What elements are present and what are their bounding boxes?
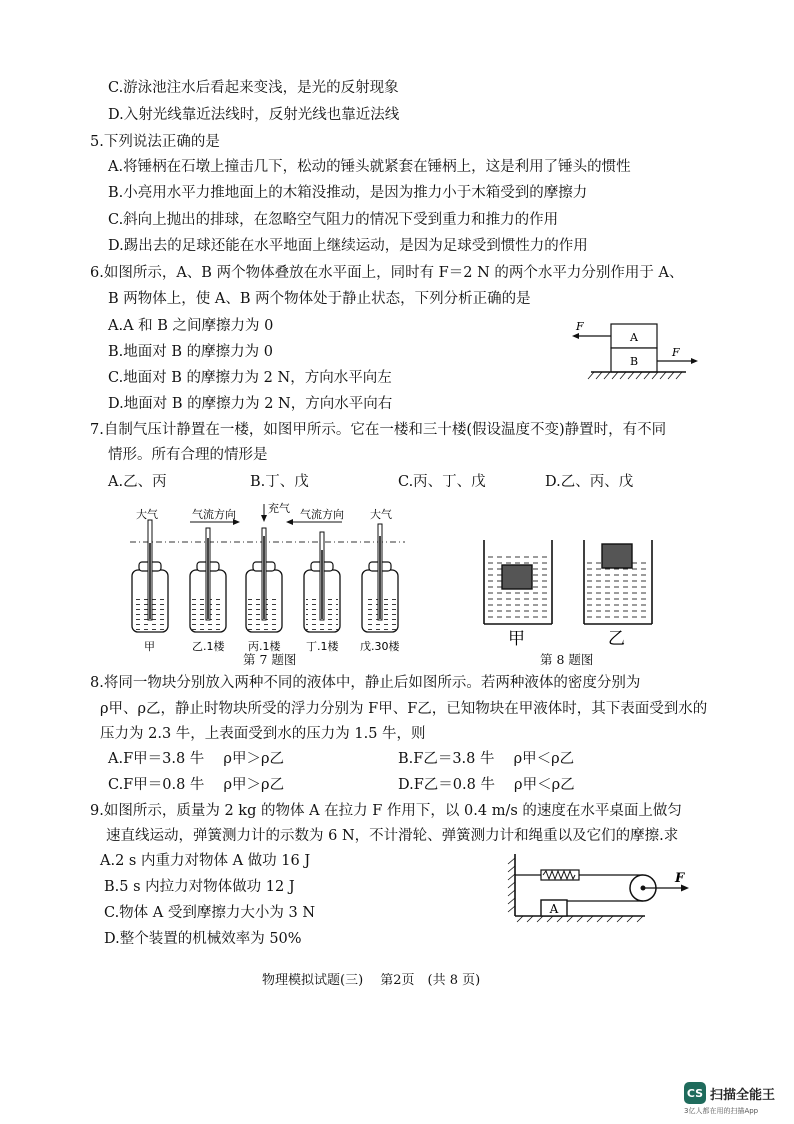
force-right-label: F <box>672 346 680 359</box>
q6-stem-line1: 6.如图所示，A、B 两个物体叠放在水平面上，同时有 F＝2 N 的两个水平力分别作用于 A、 <box>90 265 684 281</box>
inflate-arrowhead <box>261 515 267 522</box>
q5-option-b: B.小亮用水平力推地面上的木箱没推动，是因为推力小于木箱受到的摩擦力 <box>108 185 588 201</box>
beaker-yi-label: 乙 <box>608 629 625 649</box>
q6-figure <box>566 316 706 388</box>
force-left-arrowhead <box>572 333 579 339</box>
q6-option-c: C.地面对 B 的摩擦力为 2 N，方向水平向左 <box>108 370 392 386</box>
q9-stem-line1: 9.如图所示，质量为 2 kg 的物体 A 在拉力 F 作用下，以 0.4 m/s 的速度在水平桌面上做匀 <box>90 803 682 819</box>
q8-option-a: A.F甲＝3.8 牛 ρ甲＞ρ乙 <box>108 751 284 767</box>
scanner-watermark <box>684 1082 775 1104</box>
q8-stem-line3: 压力为 2.3 牛，上表面受到水的压力为 1.5 牛，则 <box>100 726 426 742</box>
q7-stem-line2: 情形。所有合理的情形是 <box>108 447 268 463</box>
beaker-jia <box>484 540 552 624</box>
barometer-jar-bing <box>246 528 282 632</box>
label-wu-30f: 戊.30楼 <box>360 640 400 653</box>
q6-option-d: D.地面对 B 的摩擦力为 2 N，方向水平向右 <box>108 396 393 412</box>
scanner-tagline: 3亿人都在用的扫描App <box>684 1107 759 1115</box>
wall-hatch <box>508 858 515 912</box>
label-ding-1f: 丁.1楼 <box>306 640 339 653</box>
q4-option-d: D.入射光线靠近法线时，反射光线也靠近法线 <box>108 107 400 123</box>
q7-stem-line1: 7.自制气压计静置在一楼，如图甲所示。它在一楼和三十楼(假设温度不变)静置时，有不同 <box>90 422 667 438</box>
label-inflate: 充气 <box>268 502 290 515</box>
block-in-yi <box>602 544 632 568</box>
force-left-label: F <box>576 320 584 333</box>
barometer-jar-yi <box>190 528 226 632</box>
q5-stem: 5.下列说法正确的是 <box>90 134 220 150</box>
scanner-app-name: 扫描全能王 <box>710 1087 776 1103</box>
block-a-label: A <box>549 902 559 916</box>
q8-figure <box>470 530 670 650</box>
q5-option-c: C.斜向上抛出的排球，在忽略空气阻力的情况下受到重力和推力的作用 <box>108 212 559 228</box>
block-b-label: B <box>629 355 639 368</box>
label-jia: 甲 <box>144 640 155 653</box>
fig8-caption: 第 8 题图 <box>540 652 594 667</box>
beaker-jia-label: 甲 <box>508 629 525 649</box>
barometer-jar-jia <box>132 520 168 632</box>
q6-option-a: A.A 和 B 之间摩擦力为 0 <box>108 318 274 334</box>
beaker-yi <box>584 540 652 624</box>
q9-option-c: C.物体 A 受到摩擦力大小为 3 N <box>104 905 316 921</box>
q7-option-d: D.乙、丙、戊 <box>545 474 634 490</box>
fig7-caption: 第 7 题图 <box>243 652 297 667</box>
q7-option-a: A.乙、丙 <box>108 474 167 490</box>
block-a-label: A <box>630 331 638 344</box>
q6-option-b: B.地面对 B 的摩擦力为 0 <box>108 344 273 360</box>
q7-figure <box>120 502 410 662</box>
q7-option-b: B.丁、戊 <box>250 474 309 490</box>
block-in-jia <box>502 565 532 589</box>
q8-stem-line1: 8.将同一物块分别放入两种不同的液体中，静止后如图所示。若两种液体的密度分别为 <box>90 675 641 691</box>
q4-option-c: C.游泳池注水后看起来变浅，是光的反射现象 <box>108 80 399 96</box>
force-right-arrowhead <box>691 358 698 364</box>
label-yi-1f: 乙.1楼 <box>192 640 225 653</box>
label-bing-1f: 丙.1楼 <box>248 640 281 653</box>
label-atmosphere-left: 大气 <box>136 508 158 521</box>
q9-option-a: A.2 s 内重力对物体 A 做功 16 J <box>100 853 311 869</box>
camscanner-logo-icon: CS <box>684 1082 706 1104</box>
q8-option-d: D.F乙＝0.8 牛 ρ甲＜ρ乙 <box>398 777 575 793</box>
q9-option-b: B.5 s 内拉力对物体做功 12 J <box>104 879 295 895</box>
airflow-arrowhead-left <box>286 519 293 525</box>
barometer-jar-ding <box>304 532 340 632</box>
q6-stem-line2: B 两物体上，使 A、B 两个物体处于静止状态，下列分析正确的是 <box>108 291 531 307</box>
label-airflow-2: 气流方向 <box>300 508 344 521</box>
q8-stem-line2: ρ甲、ρ乙，静止时物块所受的浮力分别为 F甲、F乙，已知物块在甲液体时，其下表面受到水的 <box>100 701 708 717</box>
q9-option-d: D.整个装置的机械效率为 50% <box>104 931 302 947</box>
q8-option-b: B.F乙＝3.8 牛 ρ甲＜ρ乙 <box>398 751 575 767</box>
q8-option-c: C.F甲＝0.8 牛 ρ甲＞ρ乙 <box>108 777 285 793</box>
force-f-label: F <box>675 871 685 886</box>
q9-stem-line2: 速直线运动，弹簧测力计的示数为 6 N，不计滑轮、弹簧测力计和绳重以及它们的摩擦.求 <box>106 828 679 844</box>
q5-option-d: D.踢出去的足球还能在水平地面上继续运动，是因为足球受到惯性力的作用 <box>108 238 588 254</box>
ground-hatch <box>588 372 682 379</box>
q5-option-a: A.将锤柄在石墩上撞击几下，松动的锤头就紧套在锤柄上，这是利用了锤头的惯性 <box>108 159 631 175</box>
q9-figure <box>505 850 705 924</box>
label-atmosphere-right: 大气 <box>370 508 392 521</box>
page-footer: 物理模拟试题(三) 第2页 (共 8 页) <box>262 973 481 988</box>
barometer-jar-wu <box>362 524 398 632</box>
q7-option-c: C.丙、丁、戊 <box>398 474 486 490</box>
table-hatch <box>517 916 643 922</box>
pulley-axle <box>641 886 646 891</box>
label-airflow-1: 气流方向 <box>192 508 236 521</box>
